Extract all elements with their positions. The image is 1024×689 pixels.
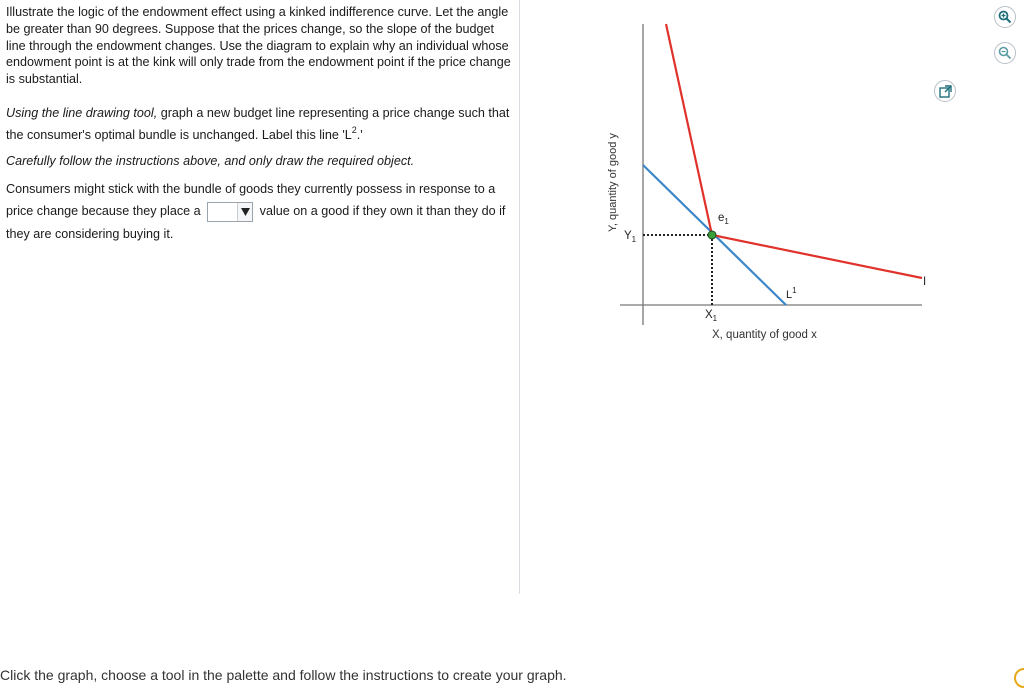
question-panel <box>6 4 516 245</box>
popout-icon <box>939 85 952 98</box>
question-fill-in <box>6 178 516 246</box>
l1-label: $L^1$ <box>786 286 797 301</box>
endowment-point-e1[interactable] <box>708 231 716 239</box>
graph-area[interactable] <box>600 10 940 350</box>
e1-label: $e_1$ <box>718 212 729 226</box>
footer-instruction: Click the graph, choose a tool in the palette and follow the instructions to create your graph. <box>0 667 567 683</box>
question-intro: Illustrate the logic of the endowment effect using a kinked indifference curve. Let the angle be greater than 90 degrees. Suppose that the prices change, so the slope of the budget line through the endowment changes. Use the diagram to explain why an individual whose endowment point is at the kink will only trade from the endowment point if the price change is substantial. <box>6 5 511 87</box>
question-instruction <box>6 102 516 147</box>
zoom-out-icon <box>998 46 1012 60</box>
dropdown-arrow-icon[interactable] <box>237 203 252 221</box>
instruction-end: .' <box>356 127 363 142</box>
x1-label: $X_1$ <box>705 309 718 323</box>
zoom-in-button[interactable] <box>994 6 1016 28</box>
answer-dropdown[interactable] <box>207 202 253 222</box>
zoom-in-icon <box>998 10 1012 24</box>
fill-in-after: value on a good if they own it than they do if they are considering buying it. <box>6 204 506 241</box>
indifference-curve[interactable] <box>666 24 922 278</box>
y1-label: $Y_1$ <box>624 230 637 244</box>
instruction-sup: 2 <box>351 124 357 135</box>
instruction-italic: Using the line drawing tool, <box>6 105 158 120</box>
indifference-label: I <box>923 276 927 288</box>
help-icon[interactable] <box>1014 668 1024 688</box>
x-axis-label: X, quantity of good x <box>712 329 817 341</box>
question-caution: Carefully follow the instructions above, and only draw the required object. <box>6 153 415 168</box>
instruction-text: graph a new budget line representing a price change such that the consumer's optimal bundle is unchanged. Label this line 'L <box>6 105 510 142</box>
zoom-out-button[interactable] <box>994 42 1016 64</box>
fill-in-before: Consumers might stick with the bundle of goods they currently possess in response to a price change because they place a <box>6 181 496 219</box>
y-axis-label: Y, quantity of good y <box>607 133 619 232</box>
panel-divider <box>519 0 520 594</box>
popout-button[interactable] <box>934 80 956 102</box>
